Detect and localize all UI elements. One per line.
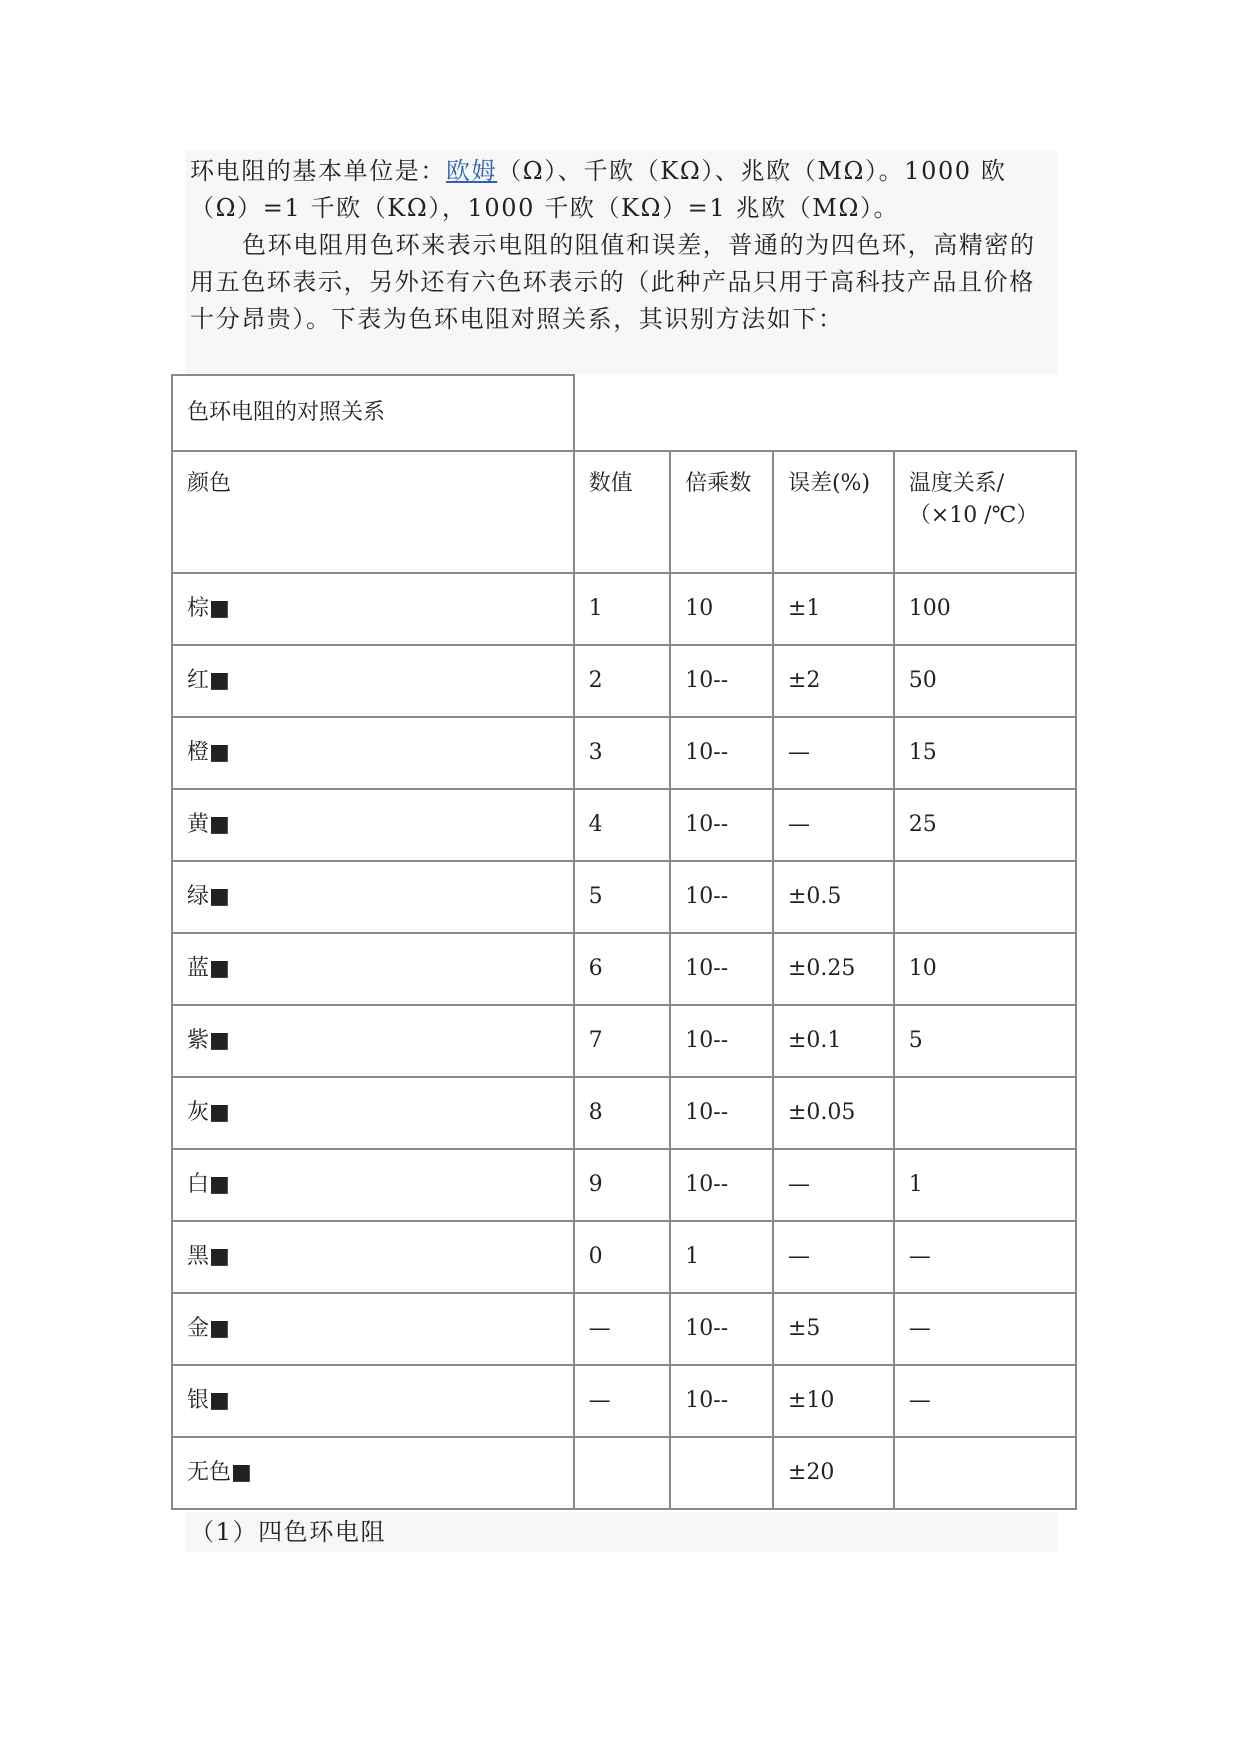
- cell-temperature: [894, 573, 1076, 645]
- cell-tolerance: [773, 1149, 894, 1221]
- color-swatch-icon: ■: [209, 1100, 230, 1125]
- cell-value-text: —: [588, 1388, 611, 1413]
- cell-value-text: 6: [588, 956, 603, 981]
- header-value: 数值: [574, 451, 671, 573]
- cell-color-text: 红: [187, 668, 210, 693]
- cell-value: [574, 1149, 671, 1221]
- table-header-row: [172, 451, 1076, 573]
- cell-multiplier-text: 10--: [685, 812, 729, 837]
- cell-color: [172, 1005, 574, 1077]
- cell-temperature: [894, 861, 1076, 933]
- cell-temperature: [894, 1365, 1076, 1437]
- color-swatch-icon: ■: [209, 956, 230, 981]
- color-swatch-icon: ■: [209, 740, 230, 765]
- cell-temperature: [894, 645, 1076, 717]
- cell-color-text: 黄: [187, 812, 210, 837]
- cell-multiplier: [670, 1437, 773, 1509]
- cell-color-text: 紫: [187, 1028, 210, 1053]
- cell-color-text: 蓝: [187, 956, 210, 981]
- cell-multiplier: [670, 1365, 773, 1437]
- cell-temperature: [894, 933, 1076, 1005]
- cell-temperature: [894, 1005, 1076, 1077]
- cell-color: [172, 573, 574, 645]
- cell-multiplier-text: 10--: [685, 956, 729, 981]
- cell-color: [172, 1077, 574, 1149]
- ohm-link[interactable]: 欧姆: [446, 157, 498, 185]
- cell-value-text: 4: [588, 812, 603, 837]
- cell-value: [574, 1005, 671, 1077]
- cell-value-text: 1: [588, 596, 603, 621]
- cell-multiplier-text: 10--: [685, 740, 729, 765]
- table-row: [172, 1365, 1076, 1437]
- cell-temperature: [894, 1437, 1076, 1509]
- cell-temperature: [894, 1221, 1076, 1293]
- cell-color-text: 棕: [187, 596, 210, 621]
- cell-tolerance: [773, 933, 894, 1005]
- cell-temperature-text: 1: [908, 1172, 923, 1197]
- cell-color: [172, 1437, 574, 1509]
- cell-multiplier: [670, 861, 773, 933]
- cell-value: [574, 717, 671, 789]
- cell-tolerance-text: ±0.25: [787, 956, 856, 981]
- cell-color: [172, 1221, 574, 1293]
- cell-color: [172, 1365, 574, 1437]
- cell-value: [574, 1365, 671, 1437]
- cell-tolerance: [773, 717, 894, 789]
- cell-multiplier: [670, 645, 773, 717]
- cell-value-text: —: [588, 1316, 611, 1341]
- cell-temperature-text: —: [908, 1316, 931, 1341]
- color-swatch-icon: ■: [209, 1316, 230, 1341]
- cell-temperature-text: 10: [908, 956, 937, 981]
- cell-tolerance: [773, 1221, 894, 1293]
- table-row: [172, 717, 1076, 789]
- cell-multiplier: [670, 1149, 773, 1221]
- cell-temperature-text: 50: [908, 668, 937, 693]
- cell-tolerance: [773, 1005, 894, 1077]
- cell-color-text: 银: [187, 1388, 210, 1413]
- cell-temperature-text: 5: [908, 1028, 923, 1053]
- color-swatch-icon: ■: [209, 1172, 230, 1197]
- cell-multiplier: [670, 1221, 773, 1293]
- table-row: [172, 933, 1076, 1005]
- cell-tolerance: [773, 861, 894, 933]
- cell-temperature-text: —: [908, 1388, 931, 1413]
- cell-color: [172, 717, 574, 789]
- cell-temperature-text: 15: [908, 740, 937, 765]
- color-swatch-icon: ■: [209, 1244, 230, 1269]
- table-row: [172, 1221, 1076, 1293]
- cell-tolerance-text: —: [787, 812, 810, 837]
- color-swatch-icon: ■: [231, 1460, 252, 1485]
- cell-value: [574, 1221, 671, 1293]
- cell-tolerance-text: ±10: [787, 1388, 835, 1413]
- cell-multiplier-text: 1: [685, 1244, 700, 1269]
- header-color: 颜色: [172, 451, 574, 573]
- cell-multiplier: [670, 717, 773, 789]
- cell-tolerance: [773, 1365, 894, 1437]
- cell-color-text: 黑: [187, 1244, 210, 1269]
- cell-color: [172, 861, 574, 933]
- color-swatch-icon: ■: [209, 596, 230, 621]
- cell-tolerance-text: —: [787, 1172, 810, 1197]
- cell-color: [172, 1293, 574, 1365]
- cell-value: [574, 1077, 671, 1149]
- cell-color: [172, 645, 574, 717]
- cell-tolerance-text: ±2: [787, 668, 821, 693]
- color-swatch-icon: ■: [209, 1028, 230, 1053]
- table-row: [172, 1149, 1076, 1221]
- cell-multiplier: [670, 1293, 773, 1365]
- cell-value: [574, 861, 671, 933]
- intro-paragraph: [190, 153, 1052, 227]
- cell-temperature: [894, 1149, 1076, 1221]
- cell-color: [172, 789, 574, 861]
- header-tolerance: 误差(%): [773, 451, 894, 573]
- cell-color: [172, 933, 574, 1005]
- cell-tolerance-text: ±5: [787, 1316, 821, 1341]
- description-paragraph: 色环电阻用色环来表示电阻的阻值和误差，普通的为四色环，高精密的用五色环表示，另外还有六色环表示的（此种产品只用于高科技产品且价格十分昂贵）。下表为色环电阻对照关系，其识别方法如下：: [190, 231, 1036, 333]
- cell-tolerance-text: ±0.05: [787, 1100, 856, 1125]
- color-code-table: [171, 374, 1077, 1510]
- intro-text-rest: （Ω）、千欧（KΩ）、兆欧（MΩ）。1000 欧（Ω）=1 千欧（KΩ），1000 千欧（KΩ）=1 兆欧（MΩ）。: [190, 157, 1007, 222]
- table-row: [172, 1077, 1076, 1149]
- cell-tolerance-text: —: [787, 1244, 810, 1269]
- cell-color-text: 金: [187, 1316, 210, 1341]
- cell-multiplier: [670, 933, 773, 1005]
- cell-value: [574, 1293, 671, 1365]
- cell-temperature-text: 100: [908, 596, 951, 621]
- cell-multiplier-text: 10--: [685, 1316, 729, 1341]
- cell-temperature: [894, 717, 1076, 789]
- cell-multiplier: [670, 789, 773, 861]
- cell-value: [574, 645, 671, 717]
- header-multiplier: 倍乘数: [670, 451, 773, 573]
- cell-value-text: 8: [588, 1100, 603, 1125]
- cell-value-text: 7: [588, 1028, 603, 1053]
- cell-value-text: 0: [588, 1244, 603, 1269]
- cell-tolerance: [773, 1077, 894, 1149]
- cell-value: [574, 789, 671, 861]
- cell-temperature: [894, 1293, 1076, 1365]
- table-row: [172, 1293, 1076, 1365]
- table-row: [172, 789, 1076, 861]
- cell-tolerance-text: —: [787, 740, 810, 765]
- cell-tolerance-text: ±0.1: [787, 1028, 842, 1053]
- color-swatch-icon: ■: [209, 1388, 230, 1413]
- cell-multiplier-text: 10--: [685, 1100, 729, 1125]
- cell-tolerance-text: ±1: [787, 596, 821, 621]
- cell-color-text: 灰: [187, 1100, 210, 1125]
- cell-color-text: 无色: [187, 1460, 232, 1485]
- table-row: [172, 861, 1076, 933]
- table-row: [172, 645, 1076, 717]
- cell-color-text: 白: [187, 1172, 210, 1197]
- intro-text: 环电阻的基本单位是：: [190, 157, 446, 185]
- cell-tolerance: [773, 1293, 894, 1365]
- cell-multiplier-text: 10--: [685, 1172, 729, 1197]
- table-title: 色环电阻的对照关系: [172, 375, 574, 451]
- cell-value-text: 5: [588, 884, 603, 909]
- cell-multiplier-text: 10--: [685, 884, 729, 909]
- cell-value-text: 2: [588, 668, 603, 693]
- cell-temperature: [894, 1077, 1076, 1149]
- color-swatch-icon: ■: [209, 668, 230, 693]
- table-row: [172, 573, 1076, 645]
- cell-multiplier: [670, 1005, 773, 1077]
- cell-color-text: 绿: [187, 884, 210, 909]
- cell-tolerance: [773, 645, 894, 717]
- table-row: [172, 1437, 1076, 1509]
- cell-temperature-text: —: [908, 1244, 931, 1269]
- cell-value: [574, 1437, 671, 1509]
- cell-color: [172, 1149, 574, 1221]
- cell-multiplier: [670, 573, 773, 645]
- cell-value: [574, 573, 671, 645]
- cell-value-text: 3: [588, 740, 603, 765]
- cell-temperature-text: 25: [908, 812, 937, 837]
- cell-value: [574, 933, 671, 1005]
- table-title-row: [172, 375, 1076, 451]
- cell-multiplier-text: 10: [685, 596, 714, 621]
- header-temperature: 温度关系/（×10 /℃）: [894, 451, 1076, 573]
- cell-color-text: 橙: [187, 740, 210, 765]
- color-swatch-icon: ■: [209, 884, 230, 909]
- cell-multiplier-text: 10--: [685, 1028, 729, 1053]
- cell-tolerance: [773, 789, 894, 861]
- cell-tolerance-text: ±0.5: [787, 884, 842, 909]
- section-heading: （1）四色环电阻: [190, 1518, 387, 1546]
- cell-tolerance: [773, 573, 894, 645]
- table-row: [172, 1005, 1076, 1077]
- cell-value-text: 9: [588, 1172, 603, 1197]
- cell-multiplier-text: 10--: [685, 1388, 729, 1413]
- cell-tolerance-text: ±20: [787, 1460, 835, 1485]
- color-swatch-icon: ■: [209, 812, 230, 837]
- cell-multiplier-text: 10--: [685, 668, 729, 693]
- cell-tolerance: [773, 1437, 894, 1509]
- cell-temperature: [894, 789, 1076, 861]
- cell-multiplier: [670, 1077, 773, 1149]
